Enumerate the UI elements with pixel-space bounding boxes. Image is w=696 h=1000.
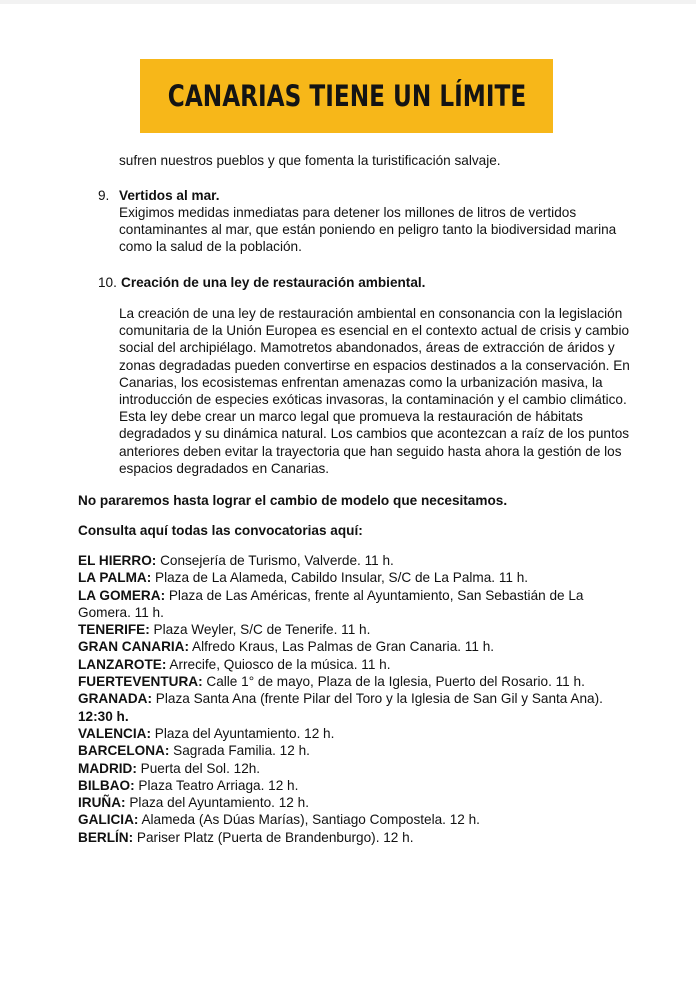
item-9-number: 9. bbox=[98, 188, 110, 203]
convocatoria-detail: Plaza Santa Ana (frente Pilar del Toro y la Iglesia de San Gil y Santa Ana). bbox=[152, 691, 603, 707]
convocatoria-place: BILBAO: bbox=[78, 777, 135, 793]
list-item bbox=[78, 604, 638, 621]
paragraph-line: introducción de especies exóticas invasoras, la contaminación y el cambio climático. bbox=[119, 392, 627, 408]
convocatoria-detail: Alfredo Kraus, Las Palmas de Gran Canaria. 11 h. bbox=[189, 639, 495, 655]
convocatoria-detail: Plaza del Ayuntamiento. 12 h. bbox=[151, 725, 335, 741]
item-9-paragraph bbox=[119, 204, 619, 256]
paragraph-line: como la salud de la población. bbox=[119, 239, 302, 255]
convocatoria-detail: Consejería de Turismo, Valverde. 11 h. bbox=[156, 553, 394, 568]
item-10-heading: Creación de una ley de restauración ambiental. bbox=[121, 275, 426, 290]
list-item bbox=[78, 673, 638, 690]
convocatoria-place: LA GOMERA: bbox=[78, 587, 166, 603]
list-item bbox=[78, 742, 638, 759]
campaign-banner bbox=[140, 59, 553, 133]
paragraph-line: contaminantes al mar, que están poniendo en peligro tanto la biodiversidad marina bbox=[119, 222, 617, 238]
paragraph-line: Esta ley debe crear un marco legal que promueva la restauración de hábitats bbox=[119, 409, 583, 425]
convocatoria-detail: Sagrada Familia. 12 h. bbox=[169, 743, 310, 759]
list-item bbox=[78, 569, 638, 586]
intro-fragment: sufren nuestros pueblos y que fomenta la turistificación salvaje. bbox=[119, 153, 501, 168]
convocatoria-place: VALENCIA: bbox=[78, 725, 151, 741]
convocatoria-detail: Arrecife, Quiosco de la música. 11 h. bbox=[166, 656, 391, 672]
convocatoria-place: EL HIERRO: bbox=[78, 553, 157, 568]
convocatoria-place: 12:30 h. bbox=[78, 708, 129, 724]
convocatoria-place: GRAN CANARIA: bbox=[78, 639, 190, 655]
paragraph-line: Canarias, los ecosistemas enfrentan amenazas como la urbanización masiva, la bbox=[119, 374, 603, 390]
banner-title: CANARIAS TIENE UN LÍMITE bbox=[167, 79, 526, 113]
convocatoria-place: LANZAROTE: bbox=[78, 656, 167, 672]
list-item bbox=[78, 656, 638, 673]
convocatoria-detail: Plaza Teatro Arriaga. 12 h. bbox=[134, 777, 299, 793]
list-item bbox=[78, 760, 638, 777]
convocatoria-place: MADRID: bbox=[78, 760, 137, 776]
closing-statement: No pararemos hasta lograr el cambio de modelo que necesitamos. bbox=[78, 493, 508, 508]
list-item bbox=[78, 552, 638, 569]
list-item bbox=[78, 690, 638, 707]
convocatoria-place: BARCELONA: bbox=[78, 743, 170, 759]
item-9-heading: Vertidos al mar. bbox=[119, 188, 220, 203]
convocatoria-place: GALICIA: bbox=[78, 812, 139, 828]
page-top-edge bbox=[0, 0, 696, 4]
list-item bbox=[78, 829, 638, 846]
convocatoria-place: FUERTEVENTURA: bbox=[78, 674, 203, 690]
convocatoria-detail: Plaza del Ayuntamiento. 12 h. bbox=[125, 795, 309, 811]
convocatoria-detail: Alameda (As Dúas Marías), Santiago Compostela. 12 h. bbox=[138, 812, 480, 828]
paragraph-line: espacios degradados en Canarias. bbox=[119, 460, 330, 476]
convocatoria-place: IRUÑA: bbox=[78, 795, 126, 811]
list-item bbox=[78, 587, 638, 604]
convocatoria-place: TENERIFE: bbox=[78, 622, 150, 638]
paragraph-line: La creación de una ley de restauración ambiental en consonancia con la legislación bbox=[119, 306, 623, 321]
item-10-number: 10. bbox=[98, 275, 117, 290]
paragraph-line: Exigimos medidas inmediatas para detener los millones de litros de vertidos bbox=[119, 205, 577, 220]
convocatoria-detail: Plaza de La Alameda, Cabildo Insular, S/C de La Palma. 11 h. bbox=[151, 570, 529, 586]
convocatoria-detail: Pariser Platz (Puerta de Brandenburgo). 12 h. bbox=[133, 829, 414, 845]
list-item bbox=[78, 638, 638, 655]
list-item bbox=[78, 777, 638, 794]
convocatoria-detail: Plaza Weyler, S/C de Tenerife. 11 h. bbox=[149, 622, 371, 638]
paragraph-line: anteriores deben evitar la trayectoria que han seguido hasta ahora la gestión de los bbox=[119, 443, 622, 459]
convocatoria-detail: Puerta del Sol. 12h. bbox=[136, 760, 261, 776]
list-item bbox=[78, 621, 638, 638]
list-item bbox=[78, 811, 638, 828]
item-10-paragraph bbox=[119, 305, 630, 477]
convocatorias-list bbox=[78, 552, 638, 846]
convocatoria-place: LA PALMA: bbox=[78, 570, 152, 586]
paragraph-line: social del archipiélago. Mamotretos abandonados, áreas de extracción de áridos y bbox=[119, 340, 615, 356]
convocatoria-detail: Gomera. 11 h. bbox=[78, 604, 164, 620]
list-item bbox=[78, 708, 638, 725]
paragraph-line: comunitaria de la Unión Europea es esencial en el contexto actual de crisis y cambio bbox=[119, 323, 630, 339]
convocatoria-place: GRANADA: bbox=[78, 691, 153, 707]
list-item bbox=[78, 725, 638, 742]
paragraph-line: zonas degradadas pueden convertirse en espacios destinados a la conservación. En bbox=[119, 357, 630, 373]
convocatoria-place: BERLÍN: bbox=[78, 829, 134, 845]
paragraph-line: degradados y su dinámica natural. Los cambios que acontezcan a raíz de los puntos bbox=[119, 426, 630, 442]
convocatoria-detail: Calle 1° de mayo, Plaza de la Iglesia, Puerto del Rosario. 11 h. bbox=[202, 674, 585, 690]
convocatoria-detail: Plaza de Las Américas, frente al Ayuntamiento, San Sebastián de La bbox=[165, 587, 584, 603]
list-item bbox=[78, 794, 638, 811]
convocatorias-heading: Consulta aquí todas las convocatorias aquí: bbox=[78, 523, 363, 538]
